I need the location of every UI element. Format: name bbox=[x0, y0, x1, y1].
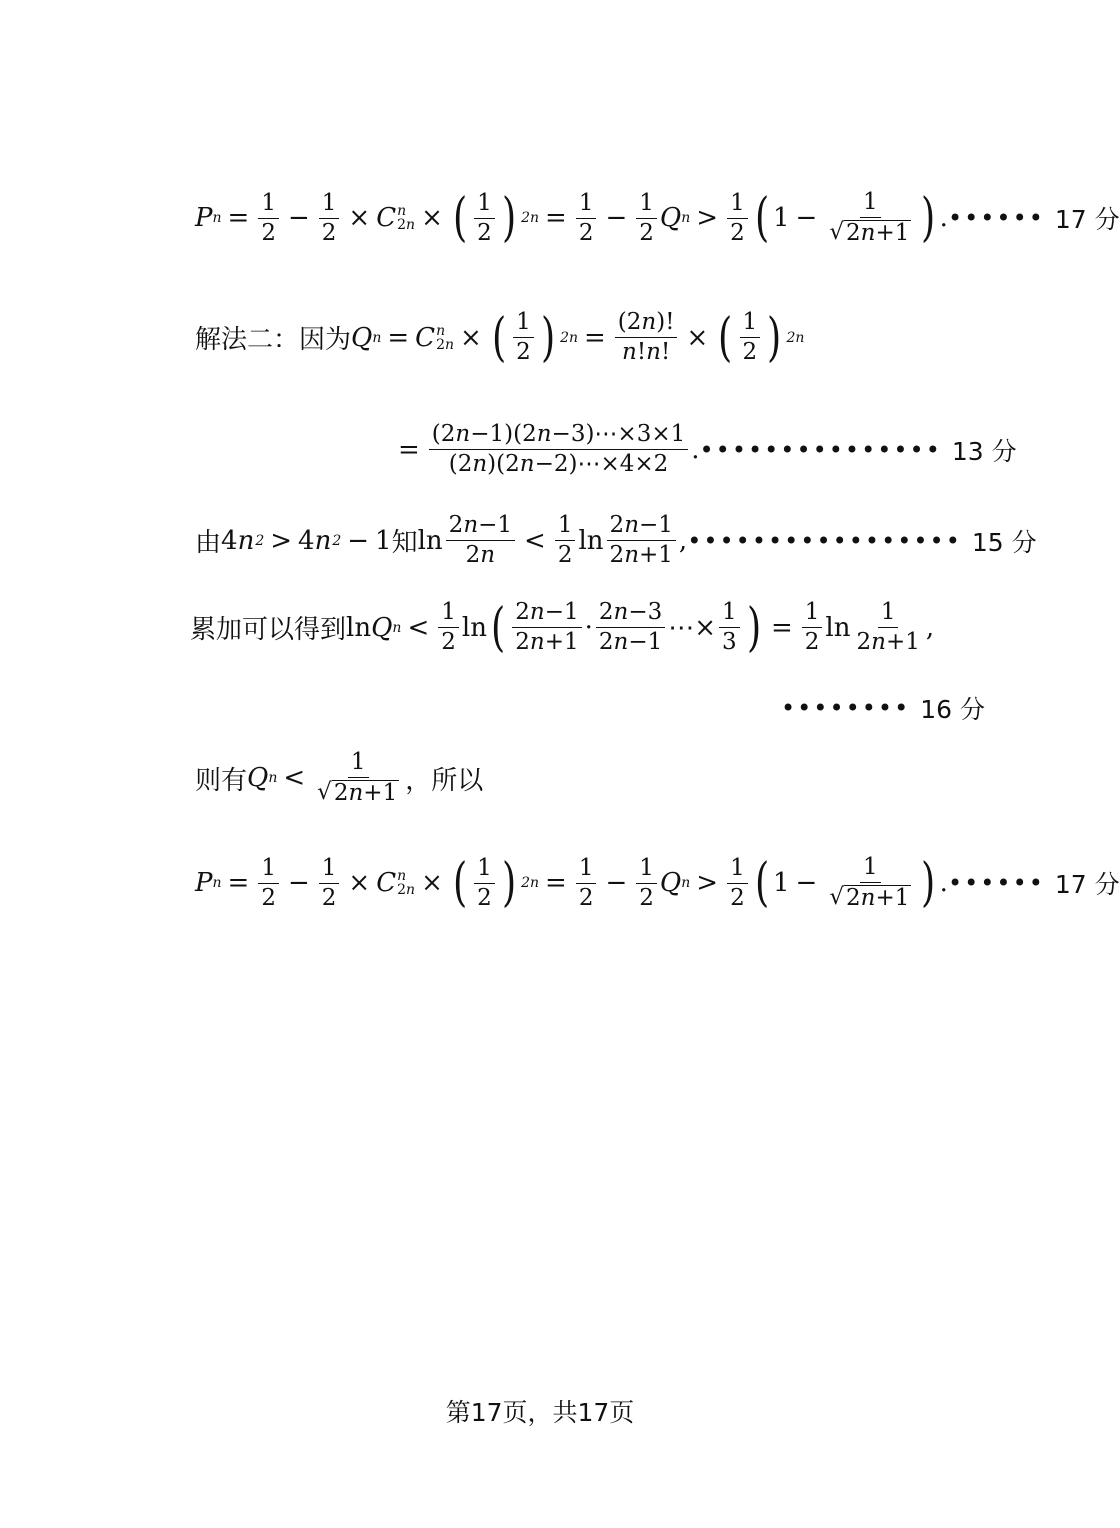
formula-line-6 bbox=[195, 690, 985, 726]
sum-formula: ln Q n < $\frac{1}{2}$ ln ( $\frac{2n-1}{2n+1}$ · $\frac{2n-3}{2n-1}$ ⋯× $\frac{1}{3}$ ) = $\frac{1}{2}$ ln $\frac{1}{2n+1}$ , bbox=[346, 597, 935, 658]
page-footer: 第17页，共17页 bbox=[445, 1398, 635, 1427]
score-17-a bbox=[948, 200, 1120, 236]
formula-line-3 bbox=[392, 421, 1017, 478]
product-formula: = $\frac{(2n-1)(2n-3)\cdots\times 3\times 1}{(2n)(2n-2)\cdots\times 4\times 2}$ . bbox=[398, 421, 700, 478]
formula-line-2 bbox=[195, 307, 985, 368]
pn-formula: P n = $\frac{1}{2}$ − $\frac{1}{2}$ × C n 2n × ( $\frac{1}{2}$ ) 2n = $\frac{1}{2}$ − $\frac{1}{2}$ Q n > $\frac{1}{2}$ ( 1 − 1 √ 2n+1 ) . bbox=[195, 188, 948, 249]
formula-line-4 bbox=[195, 512, 1037, 569]
score-16 bbox=[781, 690, 985, 726]
leader-dots: •••••••• bbox=[780, 694, 911, 722]
score-17-b bbox=[948, 865, 1120, 901]
leader-dots: ••••••••••••••••• bbox=[687, 526, 962, 555]
score-label: 17 分 bbox=[1054, 870, 1120, 900]
log-inequality: ln $\frac{2n-1}{2n}$ < $\frac{1}{2}$ ln $\frac{2n-1}{2n+1}$ , bbox=[417, 512, 688, 569]
formula-line-1 bbox=[195, 188, 1120, 249]
score-15 bbox=[687, 523, 1036, 559]
therefore-label: ，所以 bbox=[405, 765, 484, 796]
formula-line-8 bbox=[195, 853, 1120, 914]
know-label: 知 bbox=[391, 528, 418, 559]
score-label: 15 分 bbox=[971, 527, 1037, 557]
then-label: 则有 bbox=[195, 765, 248, 796]
pn-formula-2: P n = $\frac{1}{2}$ − $\frac{1}{2}$ × C n 2n × ( $\frac{1}{2}$ ) 2n = $\frac{1}{2}$ − $\frac{1}{2}$ Q n > $\frac{1}{2}$ ( 1 − 1 √ 2n+1 ) . bbox=[195, 853, 948, 914]
qn-formula: Q n = C n 2n × ( $\frac{1}{2}$ ) 2n = $\frac{(2n)!}{n!n!}$ × ( $\frac{1}{2}$ ) 2n bbox=[351, 307, 805, 368]
score-label: 13 分 bbox=[951, 436, 1017, 466]
leader-dots: •••••• bbox=[947, 869, 1045, 898]
accumulate-label: 累加可以得到 bbox=[190, 615, 347, 646]
method-two-label: 解法二：因为 bbox=[195, 325, 352, 356]
score-label: 16 分 bbox=[920, 695, 985, 724]
formula-line-7 bbox=[195, 750, 985, 807]
leader-dots: ••••••••••••••• bbox=[699, 435, 942, 464]
score-13 bbox=[700, 432, 1017, 468]
leader-dots: •••••• bbox=[947, 204, 1045, 233]
by-label: 由 bbox=[195, 528, 222, 559]
formula-line-5 bbox=[190, 597, 985, 658]
inequality-formula: 4 n 2 > 4 n 2 − 1 bbox=[221, 525, 392, 556]
qn-bound: Q n < 1 √ 2n+1 bbox=[247, 749, 398, 807]
score-label: 17 分 bbox=[1054, 205, 1120, 235]
